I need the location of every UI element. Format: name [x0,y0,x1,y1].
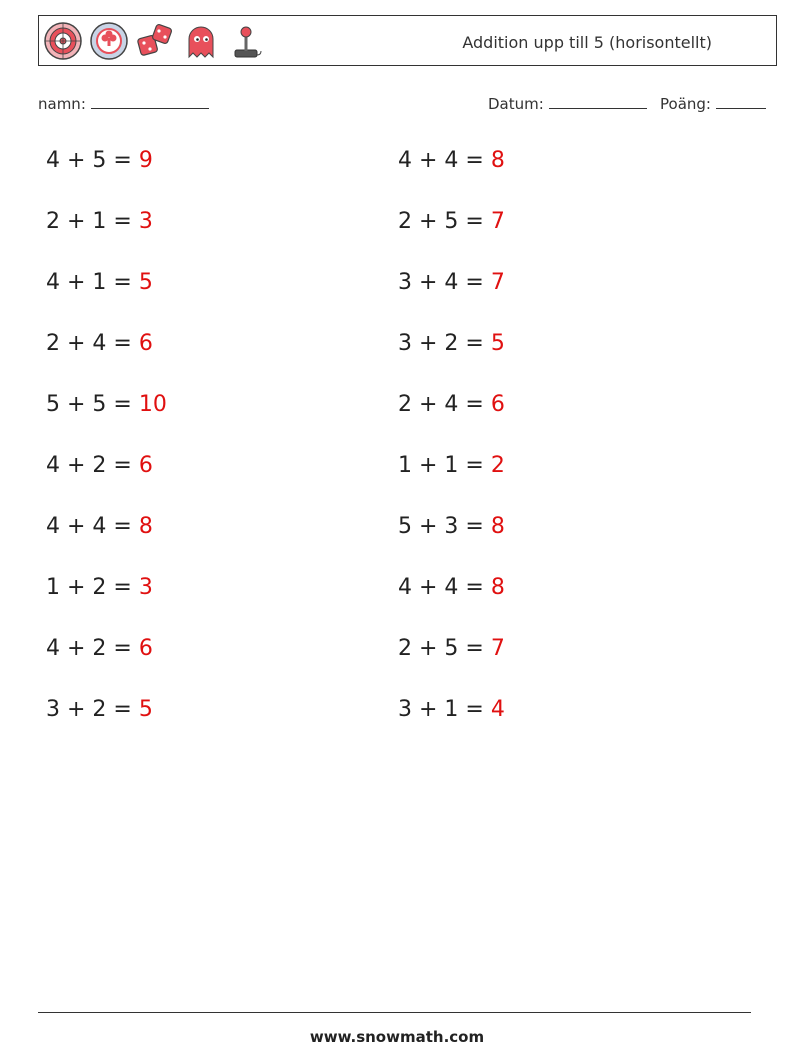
problem-question: 1 + 2 = [46,575,139,600]
header-icons [43,20,267,62]
problem-question: 4 + 5 = [46,148,139,173]
poker-chip-icon [89,21,129,61]
problem-item [46,209,153,234]
problem-item [398,331,505,356]
problem-answer: 6 [138,453,153,478]
problem-item [46,575,153,600]
date-line[interactable] [549,94,647,109]
problem-item [46,270,153,295]
problem-answer: 8 [490,514,505,539]
problem-item [398,453,505,478]
score-field [660,94,766,113]
problem-item [46,697,153,722]
joystick-icon [227,21,267,61]
problem-answer: 6 [138,331,153,356]
problem-question: 4 + 4 = [398,148,491,173]
problem-item [398,514,505,539]
problem-item [46,453,153,478]
problem-answer: 6 [138,636,153,661]
problem-question: 3 + 2 = [398,331,491,356]
problem-item [46,392,167,417]
problem-question: 4 + 1 = [46,270,139,295]
problem-answer: 9 [138,148,153,173]
problem-question: 1 + 1 = [398,453,491,478]
name-line[interactable] [91,94,209,109]
problem-answer: 8 [490,148,505,173]
problem-question: 4 + 2 = [46,636,139,661]
problem-answer: 5 [490,331,505,356]
date-label: Datum: [488,95,544,113]
problem-item [46,331,153,356]
problem-question: 4 + 4 = [46,514,139,539]
problem-question: 4 + 2 = [46,453,139,478]
problem-question: 5 + 5 = [46,392,139,417]
problem-answer: 10 [138,392,167,417]
problem-item [46,636,153,661]
problem-question: 2 + 5 = [398,209,491,234]
problem-question: 2 + 4 = [398,392,491,417]
score-line[interactable] [716,94,766,109]
problem-answer: 2 [490,453,505,478]
problem-answer: 8 [138,514,153,539]
problem-answer: 6 [490,392,505,417]
problem-answer: 3 [138,209,153,234]
problem-answer: 7 [490,270,505,295]
footer-divider [38,1012,751,1013]
date-field [488,94,647,113]
footer-url: www.snowmath.com [309,1028,485,1046]
problem-question: 2 + 1 = [46,209,139,234]
problem-question: 3 + 4 = [398,270,491,295]
problem-question: 3 + 1 = [398,697,491,722]
problem-item [398,575,505,600]
problem-answer: 8 [490,575,505,600]
problem-question: 3 + 2 = [46,697,139,722]
problem-item [398,209,505,234]
problem-answer: 5 [138,697,153,722]
problem-item [46,514,153,539]
header-box [38,15,777,66]
name-field [38,94,209,113]
dartboard-icon [43,21,83,61]
problem-item [398,392,505,417]
problem-answer: 5 [138,270,153,295]
problem-item [398,697,505,722]
problem-answer: 7 [490,209,505,234]
problem-answer: 4 [490,697,505,722]
problem-question: 2 + 4 = [46,331,139,356]
problem-question: 5 + 3 = [398,514,491,539]
ghost-icon [181,21,221,61]
problem-answer: 3 [138,575,153,600]
score-label: Poäng: [660,95,711,113]
problem-answer: 7 [490,636,505,661]
dice-icon [135,21,175,61]
problem-item [398,148,505,173]
problem-item [398,270,505,295]
name-label: namn: [38,95,86,113]
problem-question: 4 + 4 = [398,575,491,600]
problem-item [46,148,153,173]
problem-item [398,636,505,661]
problem-question: 2 + 5 = [398,636,491,661]
worksheet-title: Addition upp till 5 (horisontellt) [462,33,712,52]
